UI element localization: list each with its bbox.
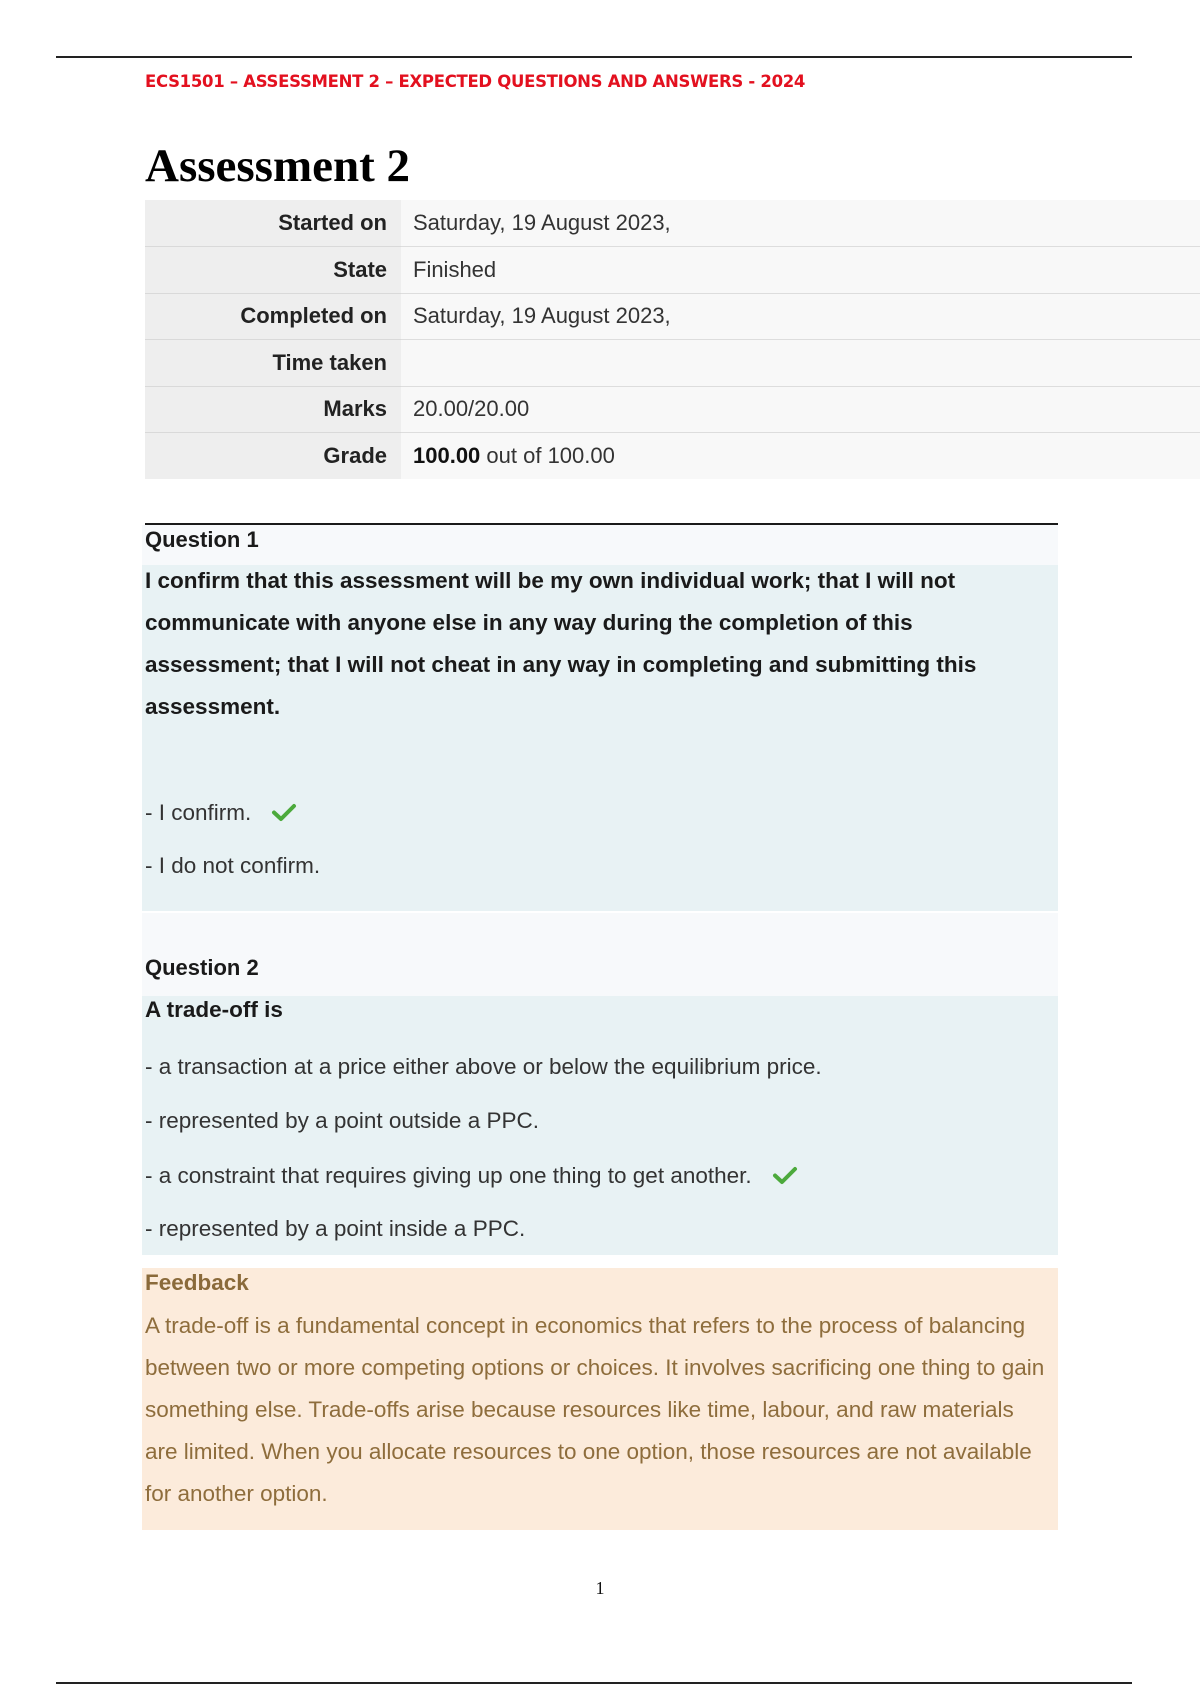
- option-label: - I confirm.: [145, 800, 252, 825]
- question-1-heading-band: [142, 525, 1058, 565]
- summary-label: Grade: [145, 433, 401, 480]
- summary-label: State: [145, 247, 401, 294]
- summary-row-time-taken: [145, 340, 1200, 387]
- question-2-option-4[interactable]: [145, 1216, 525, 1242]
- summary-value: Saturday, 19 August 2023,: [401, 293, 1200, 340]
- question-2-option-3[interactable]: [145, 1163, 798, 1189]
- option-label: - I do not confirm.: [145, 853, 321, 878]
- summary-value: Saturday, 19 August 2023,: [401, 200, 1200, 247]
- page-title: Assessment 2: [145, 140, 411, 192]
- question-1-heading: Question 1: [145, 527, 259, 552]
- bottom-rule: [56, 1682, 1132, 1684]
- question-1-option-2[interactable]: [145, 853, 320, 879]
- top-rule: [56, 56, 1132, 58]
- question-2-option-2[interactable]: [145, 1108, 539, 1134]
- question-1-text: I confirm that this assessment will be my own individual work; that I will not communicate with anyone else in any way during the completion of this assessment; that I will not cheat in any way in completing and submitting this assessment.: [145, 568, 977, 719]
- summary-value: [401, 340, 1200, 387]
- summary-value: 20.00/20.00: [401, 386, 1200, 433]
- summary-label: Time taken: [145, 340, 401, 387]
- question-2-heading: Question 2: [145, 955, 259, 980]
- page-number: 1: [595, 1578, 605, 1598]
- grade-score: 100.00: [413, 443, 481, 468]
- option-label: - a transaction at a price either above or below the equilibrium price.: [145, 1054, 822, 1079]
- summary-value: Finished: [401, 247, 1200, 294]
- summary-row-grade: [145, 433, 1200, 480]
- question-2-text: A trade-off is: [145, 997, 283, 1022]
- attempt-summary-table: [145, 200, 1200, 479]
- summary-row-marks: [145, 386, 1200, 433]
- question-2-option-1[interactable]: [145, 1054, 822, 1080]
- option-label: - a constraint that requires giving up one thing to get another.: [145, 1163, 752, 1188]
- summary-label: Marks: [145, 386, 401, 433]
- summary-label: Started on: [145, 200, 401, 247]
- option-label: - represented by a point inside a PPC.: [145, 1216, 526, 1241]
- question-1-option-1[interactable]: [145, 800, 297, 826]
- summary-row-started: [145, 200, 1200, 247]
- option-label: - represented by a point outside a PPC.: [145, 1108, 539, 1133]
- document-header: ECS1501 – ASSESSMENT 2 – EXPECTED QUESTIONS AND ANSWERS - 2024: [145, 72, 806, 91]
- summary-value: [401, 433, 1200, 480]
- question-2-heading-band: [142, 913, 1058, 996]
- summary-label: Completed on: [145, 293, 401, 340]
- check-icon: [271, 802, 297, 822]
- check-icon: [772, 1165, 798, 1185]
- feedback-title: Feedback: [145, 1270, 249, 1295]
- summary-row-state: [145, 247, 1200, 294]
- grade-total: out of 100.00: [480, 443, 615, 468]
- summary-row-completed: [145, 293, 1200, 340]
- feedback-text: A trade-off is a fundamental concept in economics that refers to the process of balancing between two or more competing options or choices. It involves sacrificing one thing to gain something else. Trade-offs arise because resources like time, labour, and raw materials are limited. When you allocate resources to one option, those resources are not available for another option.: [145, 1313, 1045, 1506]
